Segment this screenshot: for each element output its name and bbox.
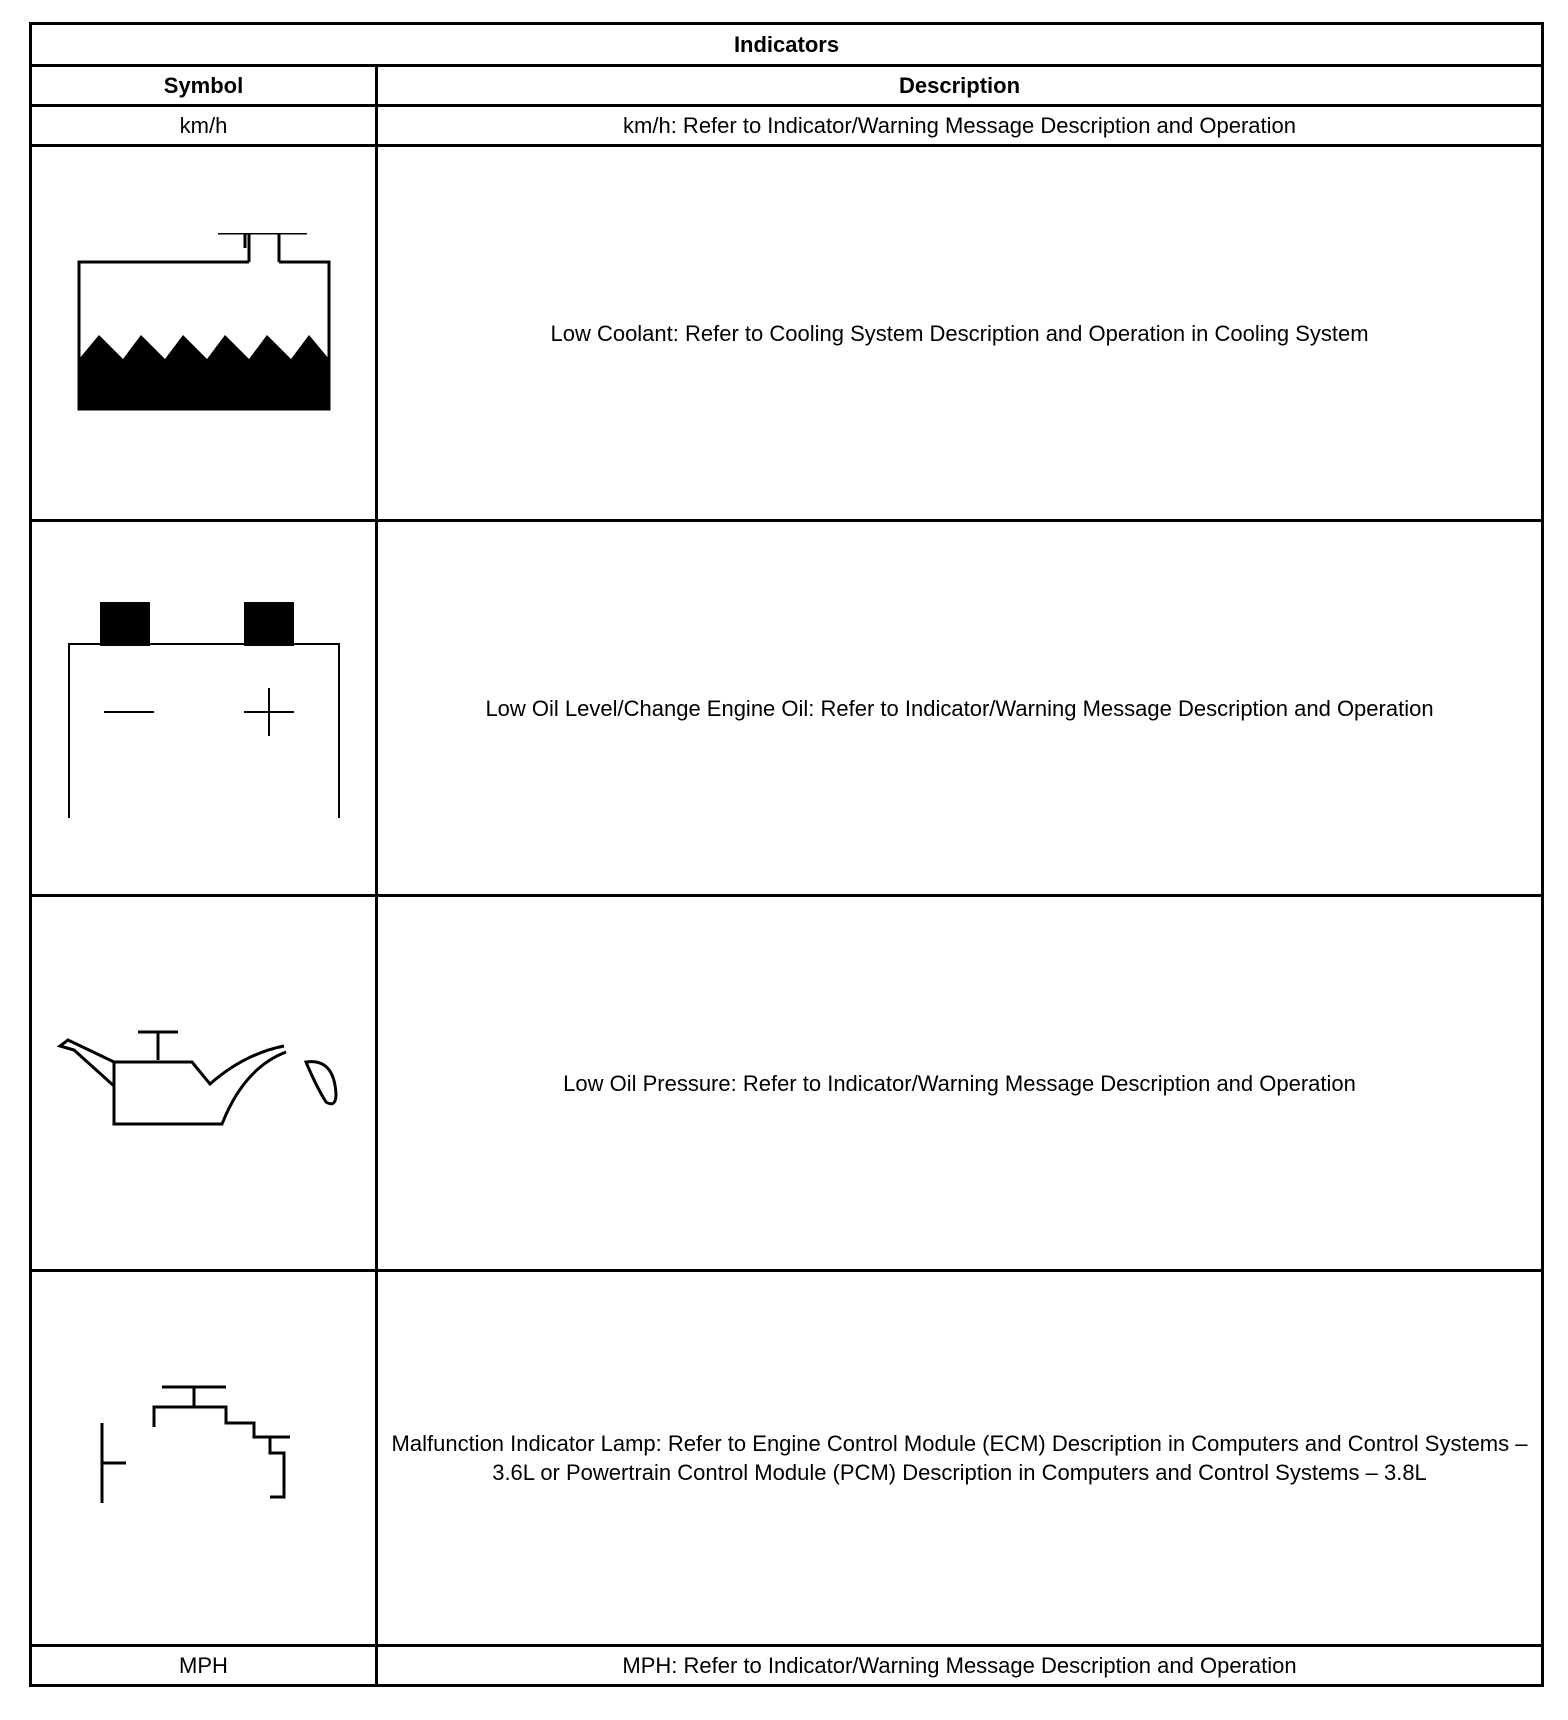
symbol-cell-mil <box>31 1271 377 1646</box>
table-row <box>31 146 1543 521</box>
table-row <box>31 106 1543 146</box>
description-cell: Malfunction Indicator Lamp: Refer to Engine Control Module (ECM) Description in Computers and Control Systems – 3.6L or Powertrain Control Module (PCM) Description in Computers and Control Systems – 3.8L <box>377 1271 1543 1646</box>
engine-icon <box>94 1383 314 1533</box>
table-title: Indicators <box>31 24 1543 66</box>
table-row <box>31 896 1543 1271</box>
table-row <box>31 1271 1543 1646</box>
oil-can-icon <box>54 1028 354 1138</box>
table-title-row <box>31 24 1543 66</box>
table-row <box>31 1646 1543 1686</box>
description-cell: Low Oil Level/Change Engine Oil: Refer to Indicator/Warning Message Description and Operation <box>377 521 1543 896</box>
symbol-cell-battery <box>31 521 377 896</box>
symbol-cell-kmh: km/h <box>31 106 377 146</box>
symbol-cell-oil-pressure <box>31 896 377 1271</box>
table-row <box>31 521 1543 896</box>
description-cell: Low Oil Pressure: Refer to Indicator/Warning Message Description and Operation <box>377 896 1543 1271</box>
symbol-cell-mph: MPH <box>31 1646 377 1686</box>
description-cell: km/h: Refer to Indicator/Warning Message Description and Operation <box>377 106 1543 146</box>
column-header-symbol: Symbol <box>31 66 377 106</box>
description-cell: MPH: Refer to Indicator/Warning Message Description and Operation <box>377 1646 1543 1686</box>
coolant-reservoir-icon <box>69 233 339 433</box>
table-header-row <box>31 66 1543 106</box>
column-header-description: Description <box>377 66 1543 106</box>
battery-icon <box>64 598 344 818</box>
description-cell: Low Coolant: Refer to Cooling System Description and Operation in Cooling System <box>377 146 1543 521</box>
symbol-cell-coolant <box>31 146 377 521</box>
indicators-table <box>29 22 1544 1687</box>
